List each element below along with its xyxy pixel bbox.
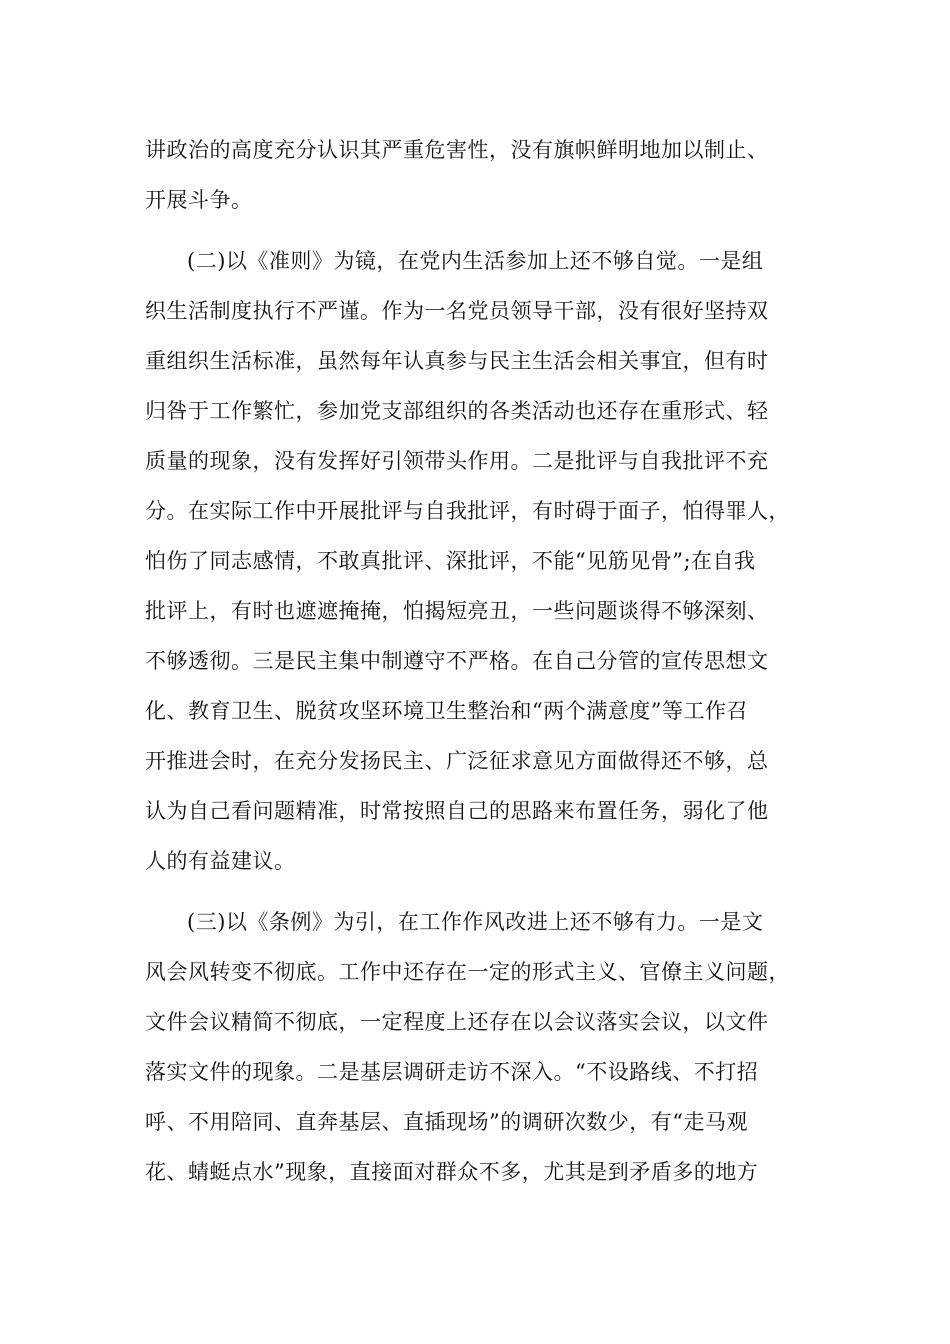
paragraph-3-line-6: 花、蜻蜓点水”现象，直接面对群众不多，尤其是到矛盾多的地方 [145,1160,759,1184]
paragraph-2-line-9: 不够透彻。三是民主集中制遵守不严格。在自己分管的宣传思想文 [145,649,769,673]
paragraph-3-line-5: 呼、不用陪同、直奔基层、直插现场”的调研次数少，有“走马观 [145,1110,748,1134]
paragraph-1-line-1: 讲政治的高度充分认识其严重危害性，没有旗帜鲜明地加以制止、 [145,138,769,162]
paragraph-3-line-3: 文件会议精简不彻底，一定程度上还存在以会议落实会议，以文件 [145,1010,769,1034]
paragraph-2-line-5: 质量的现象，没有发挥好引领带头作用。二是批评与自我批评不充 [145,449,769,473]
paragraph-2-line-10: 化、教育卫生、脱贫攻坚环境卫生整治和“两个满意度”等工作召 [145,699,748,723]
paragraph-2-line-4: 归咎于工作繁忙，参加党支部组织的各类活动也还存在重形式、轻 [145,399,769,423]
paragraph-2-line-7: 怕伤了同志感情，不敢真批评、深批评，不能“见筋见骨”;在自我 [145,549,756,573]
paragraph-2-line-1: (二)以《准则》为镜，在党内生活参加上还不够自觉。一是组 [187,249,764,273]
paragraph-3-line-4: 落实文件的现象。二是基层调研走访不深入。“不设路线、不打招 [145,1060,759,1084]
paragraph-2-line-11: 开推进会时，在充分发扬民主、广泛征求意见方面做得还不够，总 [145,749,769,773]
paragraph-2-line-3: 重组织生活标准，虽然每年认真参与民主生活会相关事宜，但有时 [145,349,769,373]
paragraph-3-line-1: (三)以《条例》为引，在工作作风改进上还不够有力。一是文 [187,910,764,934]
paragraph-1-line-2: 开展斗争。 [145,188,253,212]
paragraph-3-line-2: 风会风转变不彻底。工作中还存在一定的形式主义、官僚主义问题， [145,960,790,984]
paragraph-2-line-2: 织生活制度执行不严谨。作为一名党员领导干部，没有很好坚持双 [145,299,769,323]
paragraph-2-line-12: 认为自己看问题精准，时常按照自己的思路来布置任务，弱化了他 [145,799,769,823]
paragraph-2-line-13: 人的有益建议。 [145,849,296,873]
paragraph-2-line-6: 分。在实际工作中开展批评与自我批评，有时碍于面子，怕得罪人， [145,499,790,523]
paragraph-2-line-8: 批评上，有时也遮遮掩掩，怕揭短亮丑，一些问题谈得不够深刻、 [145,599,769,623]
